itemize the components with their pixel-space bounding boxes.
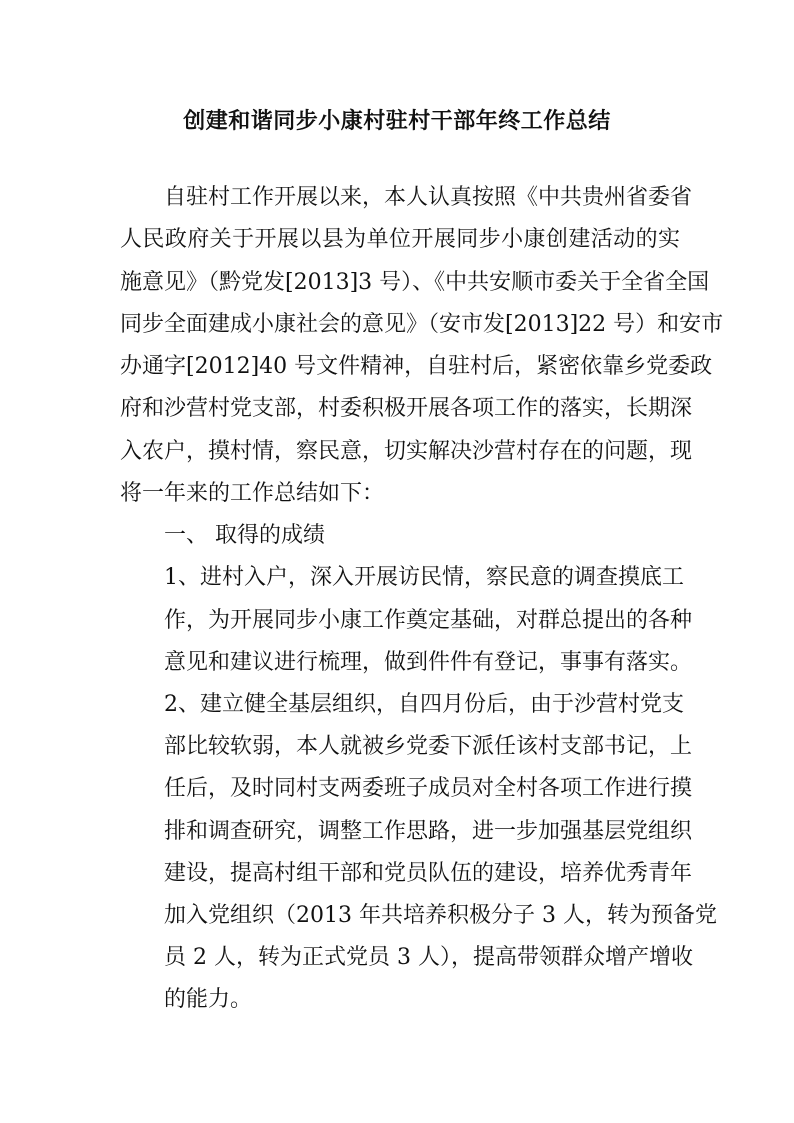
text-line: 的能力。 <box>164 987 253 1012</box>
text-line: 意见和建议进行梳理，做到件件有登记，事事有落实。 <box>164 650 693 675</box>
text-line: 排和调查研究，调整工作思路，进一步加强基层党组织 <box>164 819 693 844</box>
text-line: 加入党组织（2013 年共培养积极分子 3 人，转为预备党 <box>164 903 717 928</box>
document-title: 创建和谐同步小康村驻村干部年终工作总结 <box>183 108 611 134</box>
text-line: 同步全面建成小康社会的意见》（安市发[2013]22 号）和安市 <box>120 312 724 337</box>
text-line: 人民政府关于开展以县为单位开展同步小康创建活动的实 <box>120 227 680 252</box>
text-line: 1、进村入户，深入开展访民情，察民意的调查摸底工 <box>164 565 684 590</box>
section-heading: 一、 取得的成绩 <box>164 523 325 548</box>
text-line: 将一年来的工作总结如下： <box>120 481 385 506</box>
text-line: 办通字[2012]40 号文件精神，自驻村后，紧密依靠乡党委政 <box>120 354 713 379</box>
text-line: 建设，提高村组干部和党员队伍的建设，培养优秀青年 <box>164 861 693 886</box>
text-line: 入农户，摸村情，察民意，切实解决沙营村存在的问题，现 <box>120 439 693 464</box>
text-line: 作，为开展同步小康工作奠定基础，对群总提出的各种 <box>164 608 693 633</box>
text-line: 府和沙营村党支部，村委积极开展各项工作的落实，长期深 <box>120 396 693 421</box>
text-line: 任后，及时同村支两委班子成员对全村各项工作进行摸 <box>164 776 693 801</box>
text-line: 部比较软弱，本人就被乡党委下派任该村支部书记，上 <box>164 734 693 759</box>
text-line: 施意见》（黔党发[2013]3 号）、《中共安顺市委关于全省全国 <box>120 270 710 295</box>
text-line: 2、建立健全基层组织，自四月份后，由于沙营村党支 <box>164 692 684 717</box>
text-line: 员 2 人，转为正式党员 3 人），提高带领群众增产增收 <box>164 945 693 970</box>
text-line: 自驻村工作开展以来，本人认真按照《中共贵州省委省 <box>164 185 693 210</box>
